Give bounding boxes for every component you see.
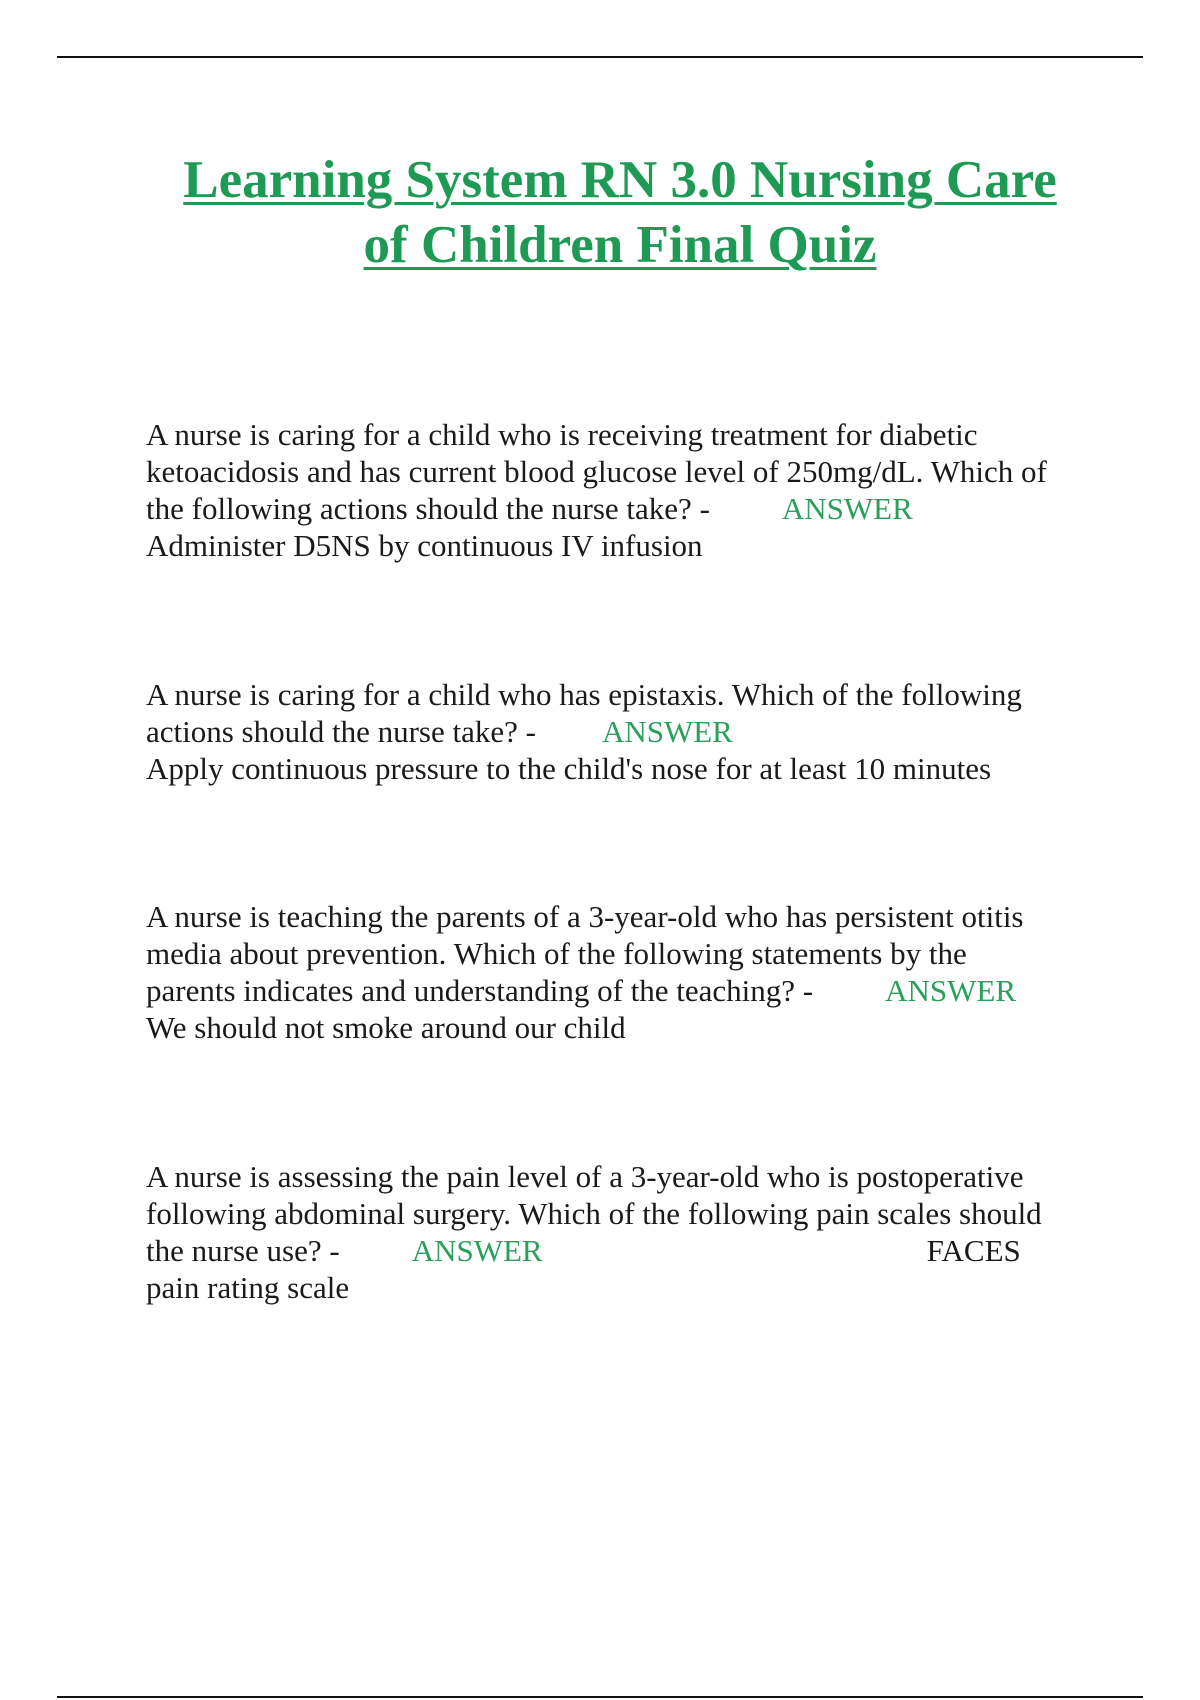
answer-label: ANSWER <box>781 491 913 526</box>
top-divider <box>57 56 1143 58</box>
question-text: the nurse use? - <box>146 1233 340 1268</box>
qa-item-1 <box>146 416 1096 564</box>
question-text: actions should the nurse take? - <box>146 714 536 749</box>
answer-text: Administer D5NS by continuous IV infusion <box>146 528 703 563</box>
qa-item-3 <box>146 898 1096 1046</box>
question-text: A nurse is assessing the pain level of a 3-year-old who is postoperative <box>146 1159 1024 1194</box>
answer-text: FACES <box>926 1233 1021 1268</box>
answer-label: ANSWER <box>411 1233 543 1268</box>
title-line-1: Learning System RN 3.0 Nursing Care <box>183 151 1057 209</box>
answer-label: ANSWER <box>885 973 1017 1008</box>
bottom-divider <box>57 1696 1143 1698</box>
title-line-2: of Children Final Quiz <box>363 216 877 274</box>
qa-item-4 <box>146 1158 1096 1306</box>
document-title <box>100 148 1140 278</box>
question-text: following abdominal surgery. Which of the following pain scales should <box>146 1196 1042 1231</box>
answer-text: Apply continuous pressure to the child's nose for at least 10 minutes <box>146 751 992 786</box>
question-text: A nurse is teaching the parents of a 3-year-old who has persistent otitis <box>146 899 1024 934</box>
question-text: the following actions should the nurse take? - <box>146 491 710 526</box>
qa-item-2 <box>146 676 1096 787</box>
answer-label: ANSWER <box>601 714 733 749</box>
question-text: media about prevention. Which of the following statements by the <box>146 936 967 971</box>
question-text: A nurse is caring for a child who is receiving treatment for diabetic <box>146 417 978 452</box>
question-text: A nurse is caring for a child who has epistaxis. Which of the following <box>146 677 1022 712</box>
question-text: parents indicates and understanding of the teaching? - <box>146 973 814 1008</box>
answer-text: pain rating scale <box>146 1270 350 1305</box>
answer-text: We should not smoke around our child <box>146 1010 626 1045</box>
question-text: ketoacidosis and has current blood glucose level of 250mg/dL. Which of <box>146 454 1047 489</box>
